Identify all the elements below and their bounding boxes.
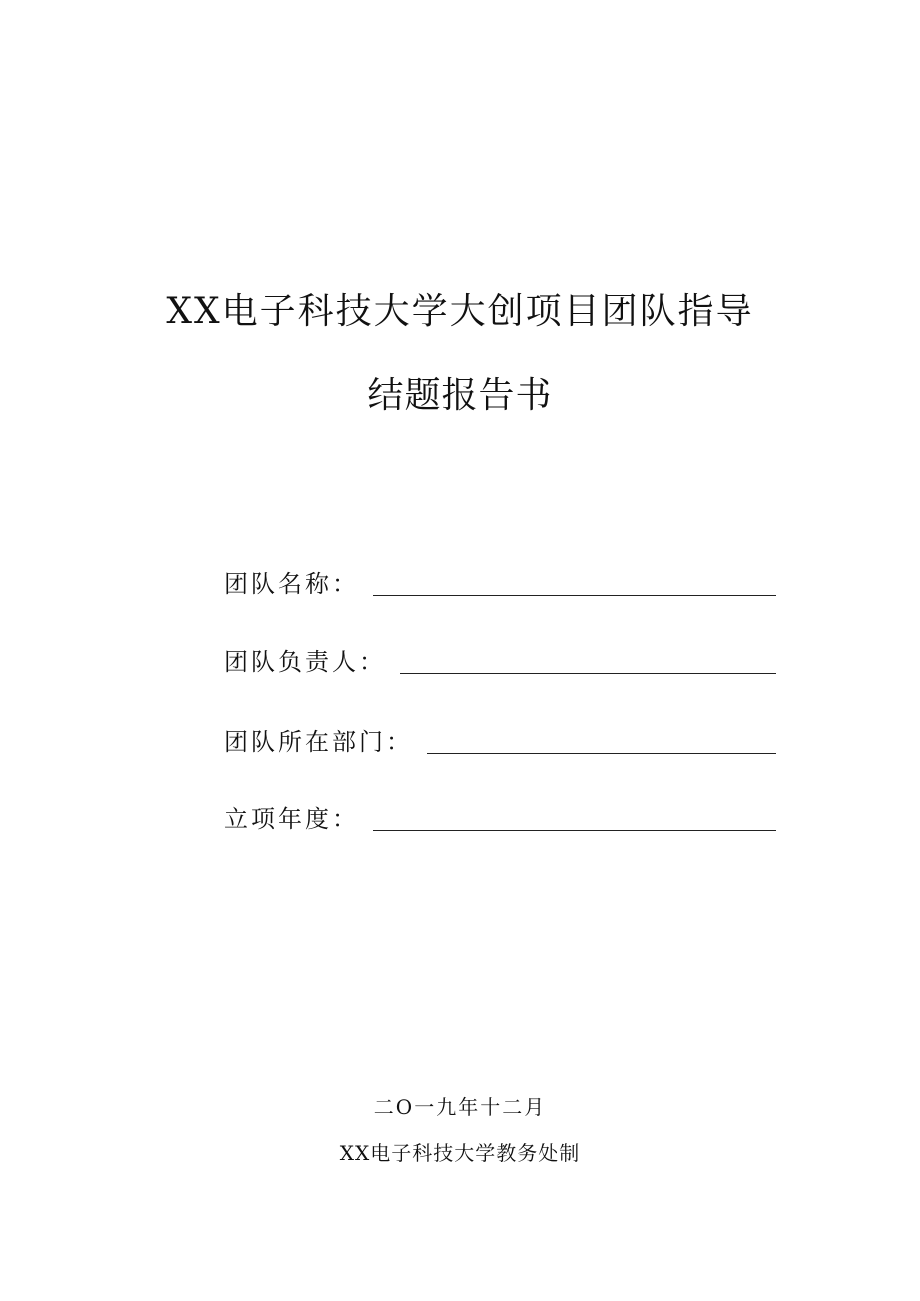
issuer-line: XX电子科技大学教务处制 — [339, 1141, 581, 1165]
field-project-year-blank — [373, 829, 776, 831]
field-team-name-blank — [373, 594, 776, 596]
field-project-year — [224, 795, 776, 835]
field-team-leader-blank — [400, 672, 776, 674]
field-team-name-label: 团队名称： — [224, 570, 359, 598]
field-team-department-label: 团队所在部门： — [224, 728, 413, 756]
field-team-name — [224, 560, 776, 600]
report-title-line-2: 结题报告书 — [367, 375, 553, 416]
field-team-leader — [224, 638, 776, 678]
field-project-year-label: 立项年度： — [224, 805, 359, 833]
field-team-leader-label: 团队负责人： — [224, 648, 386, 676]
report-title-line-1: XX电子科技大学大创项目团队指导 — [166, 291, 754, 332]
report-date: 二O一九年十二月 — [373, 1095, 547, 1119]
field-team-department-blank — [427, 752, 776, 754]
field-team-department — [224, 718, 776, 758]
